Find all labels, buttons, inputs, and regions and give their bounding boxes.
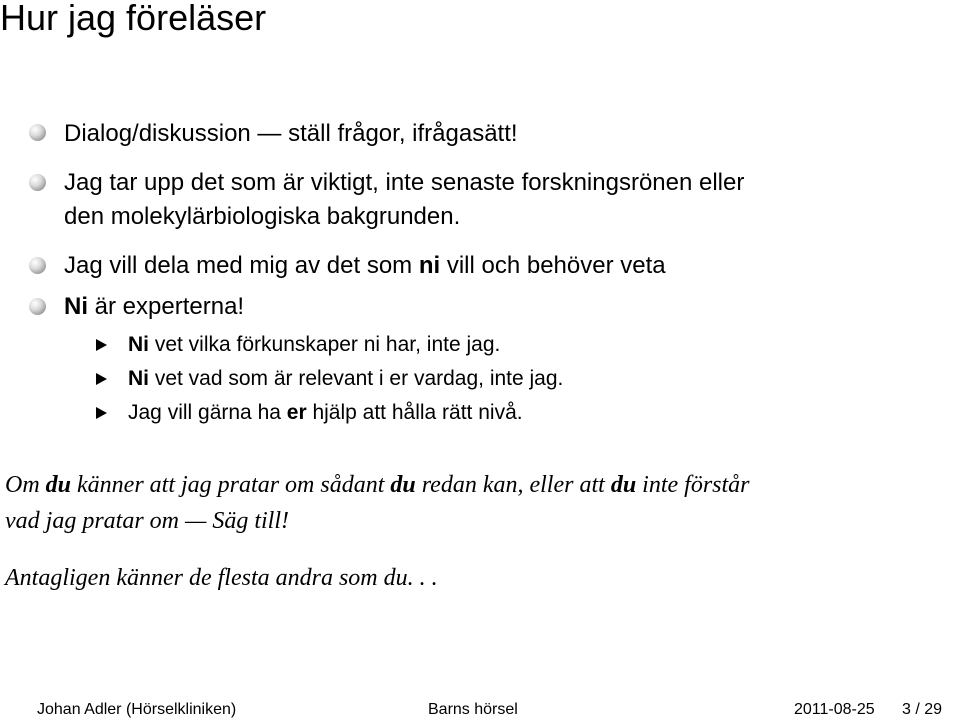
note-line: vad jag pratar om — Säg till! <box>5 508 290 534</box>
subbullet-emphasis: Ni <box>128 367 149 390</box>
bullet-text: Jag vill dela med mig av det som <box>64 252 419 279</box>
triangle-bullet-icon <box>96 373 107 385</box>
sphere-bullet-icon <box>29 298 46 315</box>
sphere-bullet-icon <box>29 257 46 274</box>
subbullet-text: vet vilka förkunskaper ni har, inte jag. <box>149 333 501 356</box>
footer-author: Johan Adler (Hörselkliniken) <box>37 701 237 718</box>
closing-line: Antagligen känner de flesta andra som du. . . <box>5 565 438 591</box>
note-emphasis: du <box>390 472 416 498</box>
subbullet-item <box>128 330 500 360</box>
subbullet-text: hjälp att hålla rätt nivå. <box>306 401 523 424</box>
note-text: känner att jag pratar om sådant <box>71 472 391 498</box>
note-emphasis: du <box>610 472 637 498</box>
slide-title: Hur jag föreläser <box>0 0 267 38</box>
bullet-emphasis: ni <box>418 252 441 279</box>
subbullet-text: Jag vill gärna ha <box>128 401 287 424</box>
bullet-emphasis: Ni <box>64 293 88 320</box>
bullet-text: vill och behöver veta <box>440 252 666 279</box>
note-line <box>5 468 750 502</box>
note-text: redan kan, eller att <box>415 472 611 498</box>
subbullet-item <box>128 398 523 428</box>
bullet-item <box>64 249 666 283</box>
triangle-bullet-icon <box>96 339 107 351</box>
bullet-item: Jag tar upp det som är viktigt, inte senaste forskningsrönen eller <box>64 169 745 196</box>
bullet-item <box>64 290 244 324</box>
footer-talk-title: Barns hörsel <box>428 701 518 718</box>
note-text: inte förstår <box>636 472 750 498</box>
sphere-bullet-icon <box>29 124 46 141</box>
note-emphasis: du <box>45 472 72 498</box>
subbullet-emphasis: Ni <box>128 333 149 356</box>
subbullet-item <box>128 364 563 394</box>
subbullet-emphasis: er <box>286 401 307 424</box>
subbullet-text: vet vad som är relevant i er vardag, inte jag. <box>149 367 564 390</box>
bullet-item-continuation: den molekylärbiologiska bakgrunden. <box>64 203 461 230</box>
slide-footer <box>0 698 960 721</box>
bullet-text: är experterna! <box>88 293 245 320</box>
triangle-bullet-icon <box>96 407 107 419</box>
note-text: Om <box>5 472 46 498</box>
bullet-item: Dialog/diskussion — ställ frågor, ifrågasätt! <box>64 120 518 147</box>
sphere-bullet-icon <box>29 174 46 191</box>
footer-date: 2011-08-25 <box>794 701 875 718</box>
footer-page-number: 3 / 29 <box>902 701 943 718</box>
